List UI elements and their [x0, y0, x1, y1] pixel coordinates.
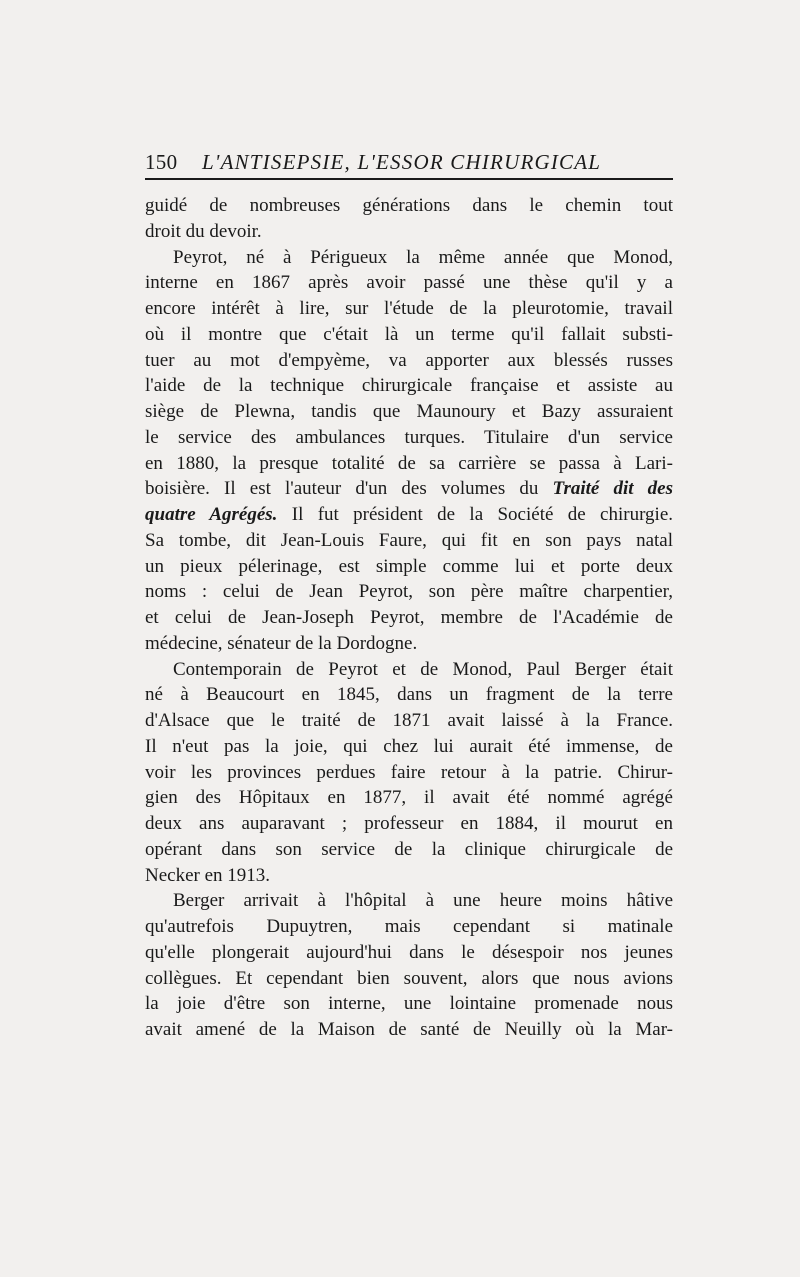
text-line: médecine, sénateur de la Dordogne. [145, 632, 418, 654]
text-line: deux ans auparavant ; professeur en 1884, il mourut en [145, 813, 673, 834]
text-line: noms : celui de Jean Peyrot, son père maître charpentier, [145, 581, 673, 603]
text-line: Peyrot, né à Périgueux la même année que Monod, [173, 246, 673, 268]
text-line: Necker en 1913. [145, 864, 271, 886]
text-line: tuer au mot d'empyème, va apporter aux blessés russes [145, 349, 673, 371]
text-line: le service des ambulances turques. Titulaire d'un service [145, 426, 673, 448]
running-head [145, 148, 673, 180]
text-line: né à Beaucourt en 1845, dans un fragment de la terre [145, 684, 673, 706]
text-line: qu'autrefois Dupuytren, mais cependant si matinale [145, 916, 673, 937]
text-line: Berger arrivait à l'hôpital à une heure moins hâtive [173, 890, 673, 912]
text-segment: boisière. Il est l'auteur d'un des volumes du [145, 478, 539, 500]
text-line: l'aide de la technique chirurgicale française et assiste au [145, 375, 673, 397]
body-text [145, 193, 673, 1043]
book-title: Traité dit des [552, 478, 673, 500]
text-line: collègues. Et cependant bien souvent, alors que nous avions [145, 967, 673, 989]
text-line: en 1880, la presque totalité de sa carrière se passa à Lari- [145, 452, 673, 474]
text-line: avait amené de la Maison de santé de Neuilly où la Mar- [145, 1019, 673, 1040]
text-line: opérant dans son service de la clinique chirurgicale de [145, 838, 673, 860]
text-line: d'Alsace que le traité de 1871 avait laissé à la France. [145, 710, 673, 731]
text-line: gien des Hôpitaux en 1877, il avait été nommé agrégé [145, 787, 673, 809]
text-line: siège de Plewna, tandis que Maunoury et Bazy assuraient [145, 401, 673, 422]
text-line [145, 502, 673, 528]
running-title: L'ANTISEPSIE, L'ESSOR CHIRURGICAL [202, 150, 602, 174]
text-line: Sa tombe, dit Jean-Louis Faure, qui fit en son pays natal [145, 529, 673, 551]
text-line: qu'elle plongerait aujourd'hui dans le désespoir nos jeunes [145, 941, 673, 963]
text-line: guidé de nombreuses générations dans le chemin tout [145, 195, 673, 216]
text-line: où il montre que c'était là un terme qu'il fallait substi- [145, 323, 673, 345]
text-segment: Il fut président de la Société de chirurgie. [291, 504, 674, 525]
text-line: Contemporain de Peyrot et de Monod, Paul Berger était [173, 658, 673, 680]
text-line: la joie d'être son interne, une lointaine promenade nous [145, 993, 673, 1015]
text-line: un pieux pélerinage, est simple comme lui et porte deux [145, 555, 673, 577]
page-number: 150 [145, 150, 178, 174]
text-line: encore intérêt à lire, sur l'étude de la pleurotomie, travail [145, 298, 673, 319]
book-title-continued: quatre Agrégés. [145, 504, 278, 525]
text-line: interne en 1867 après avoir passé une thèse qu'il y a [145, 272, 673, 294]
text-line: et celui de Jean-Joseph Peyrot, membre de l'Académie de [145, 607, 673, 628]
text-line: droit du devoir. [145, 220, 262, 242]
text-line: voir les provinces perdues faire retour à la patrie. Chirur- [145, 761, 673, 783]
text-line [145, 476, 673, 502]
text-line: Il n'eut pas la joie, qui chez lui aurait été immense, de [145, 735, 673, 757]
